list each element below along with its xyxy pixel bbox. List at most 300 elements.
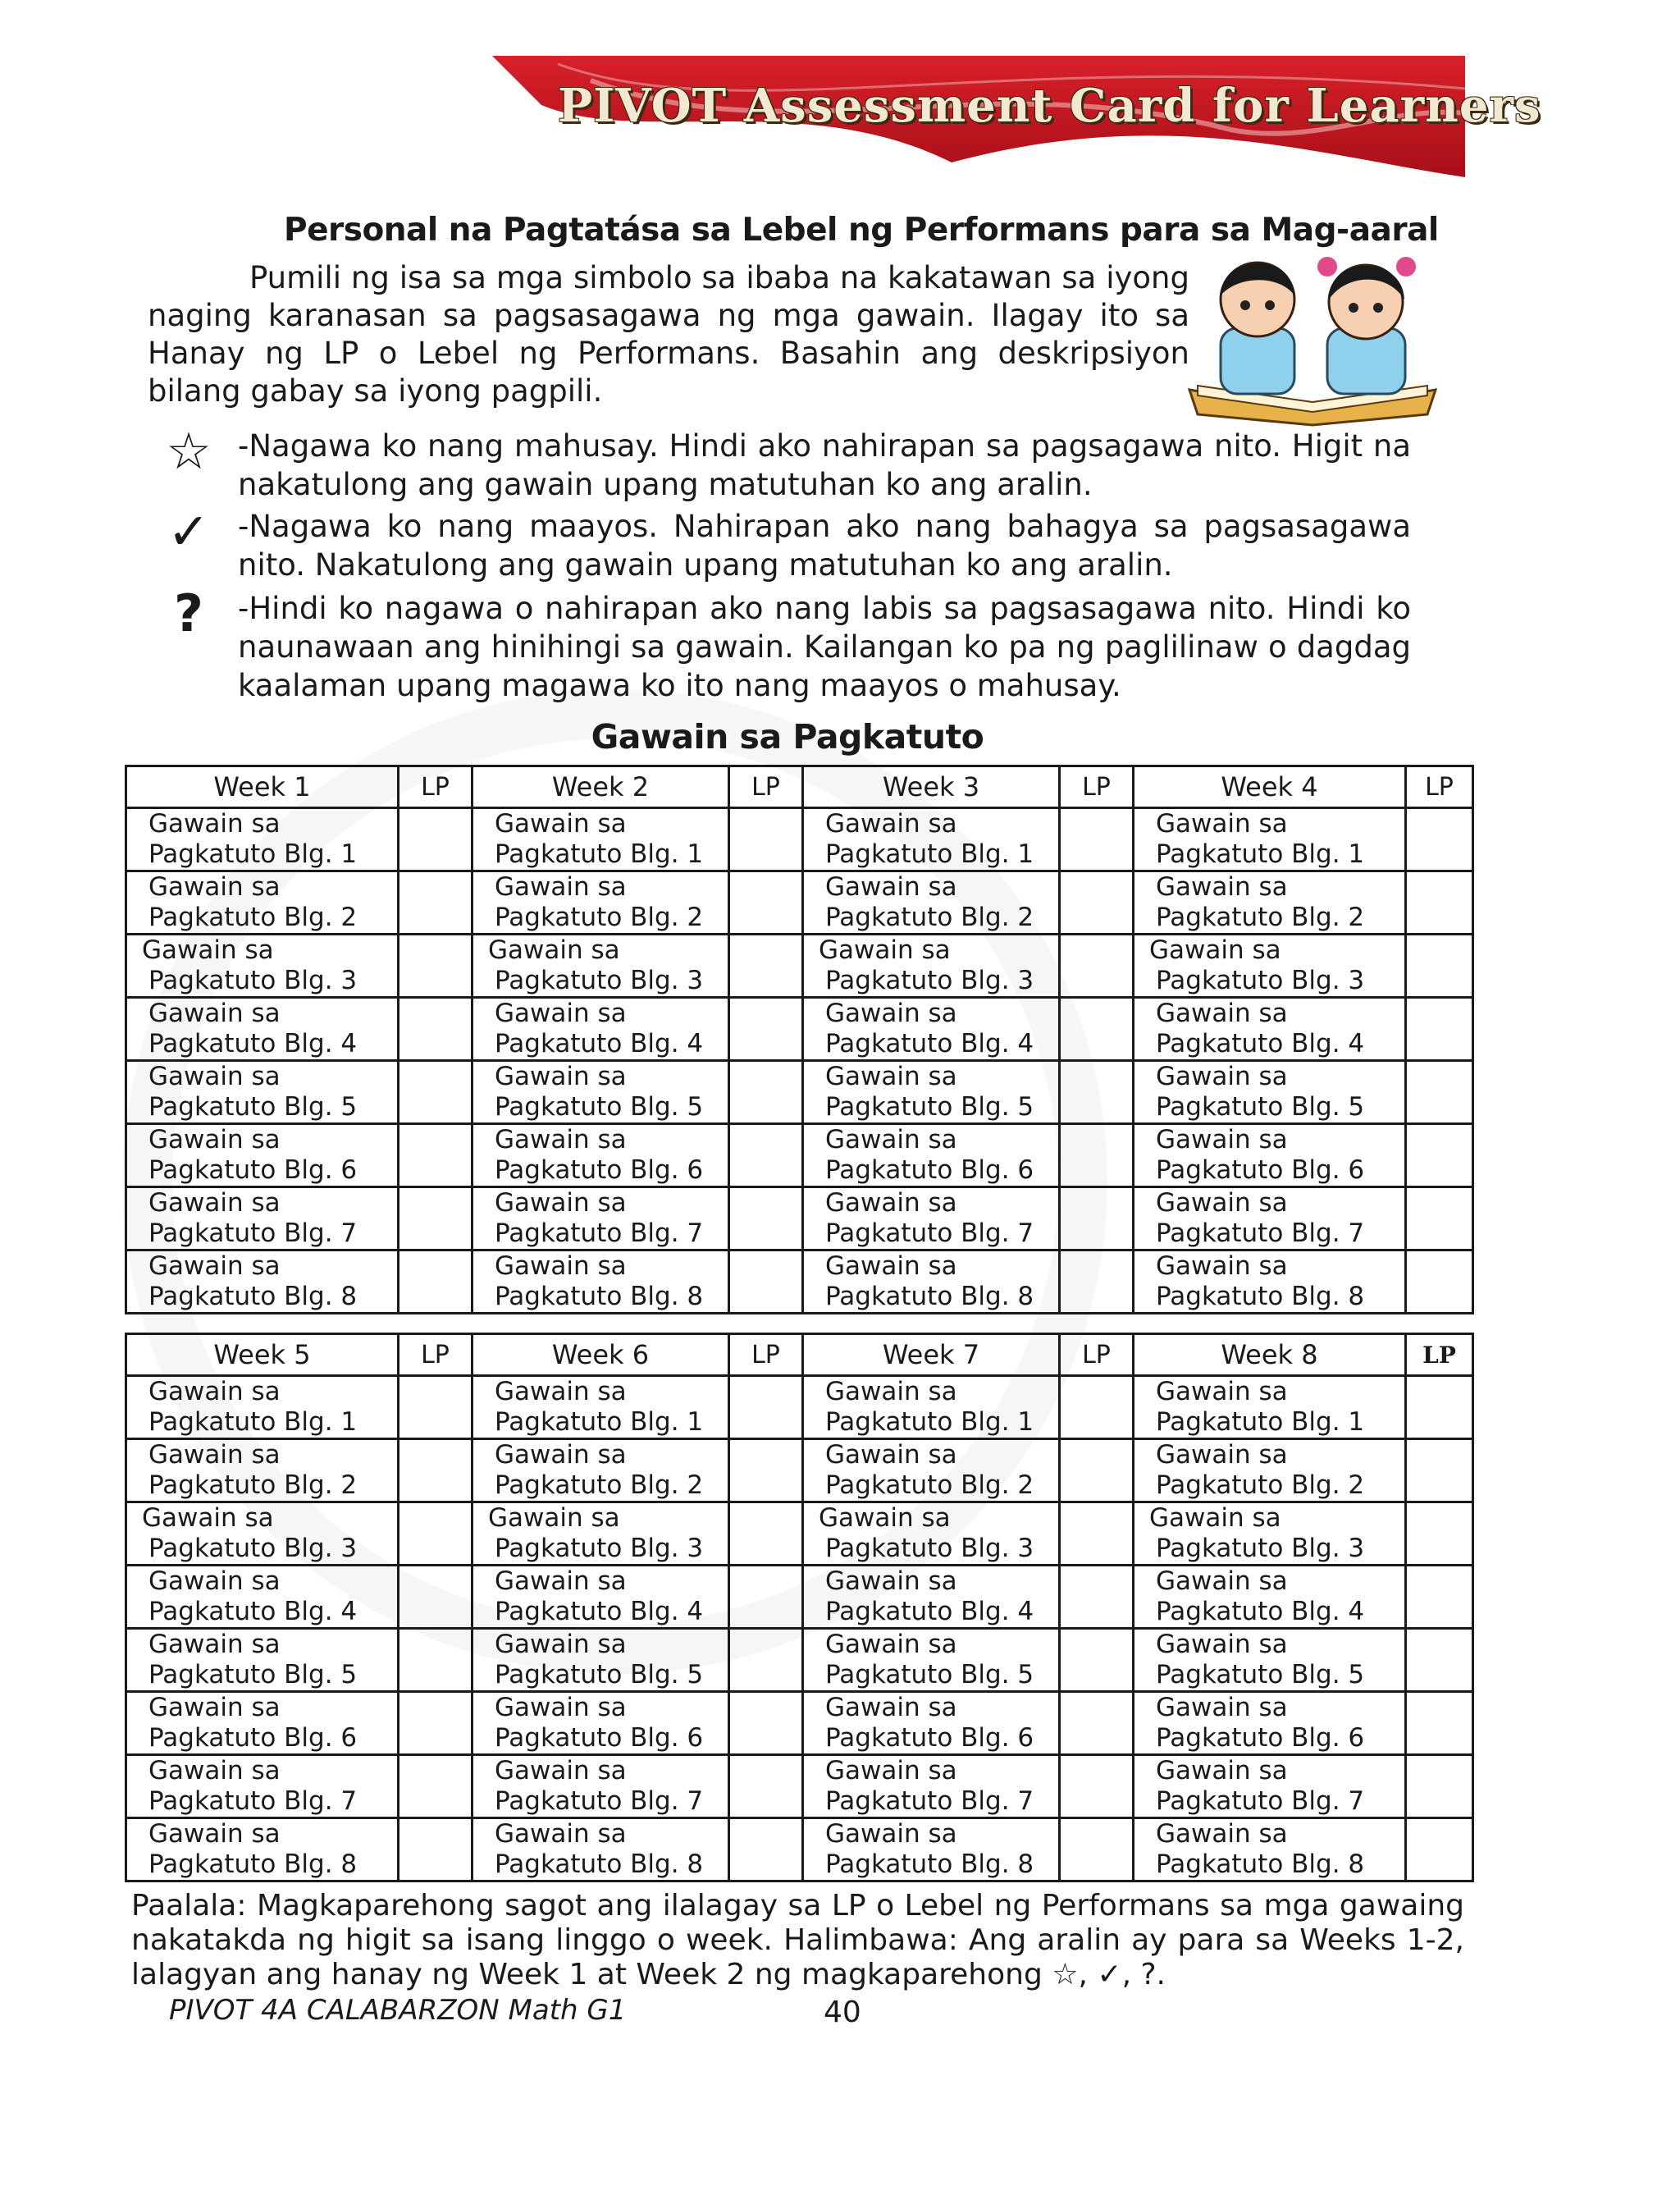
lp-header: LP: [1406, 766, 1473, 808]
lp-input-cell[interactable]: [1060, 1124, 1134, 1187]
week-header: Week 5: [126, 1334, 399, 1376]
activity-label-line2: Pagkatuto Blg. 3: [1156, 1534, 1365, 1563]
lp-header: LP: [729, 1334, 803, 1376]
activity-cell: [472, 1250, 729, 1314]
activity-cell: [126, 1566, 399, 1629]
activity-label-line1: Gawain sa: [488, 1503, 620, 1533]
activity-label-line2: Pagkatuto Blg. 7: [1156, 1786, 1365, 1816]
activity-label-line2: Pagkatuto Blg. 1: [495, 839, 704, 869]
week-header: Week 1: [126, 766, 399, 808]
activity-cell: [1134, 1439, 1406, 1502]
lp-input-cell[interactable]: [729, 1629, 803, 1692]
activity-label-line2: Pagkatuto Blg. 6: [1156, 1155, 1365, 1185]
lp-input-cell[interactable]: [729, 935, 803, 998]
lp-input-cell[interactable]: [1060, 808, 1134, 871]
activity-label-line1: Gawain sa: [148, 1188, 281, 1218]
activity-label-line1: Gawain sa: [1156, 999, 1288, 1028]
lp-input-cell[interactable]: [1406, 1439, 1473, 1502]
activity-cell: [803, 1124, 1060, 1187]
activity-label-line2: Pagkatuto Blg. 5: [495, 1660, 704, 1689]
activity-cell: [803, 808, 1060, 871]
activity-cell: [126, 1061, 399, 1124]
activity-cell: [472, 1439, 729, 1502]
activity-cell: [1134, 1818, 1406, 1881]
activity-label-line1: Gawain sa: [1156, 1251, 1288, 1281]
footer-source: PIVOT 4A CALABARZON Math G1: [169, 1994, 627, 2027]
star-icon: ☆: [166, 421, 212, 481]
lp-input-cell[interactable]: [399, 1502, 472, 1566]
lp-input-cell[interactable]: [1406, 1566, 1473, 1629]
activity-label-line2: Pagkatuto Blg. 6: [148, 1723, 358, 1753]
activity-label-line1: Gawain sa: [495, 1188, 627, 1218]
activity-label-line2: Pagkatuto Blg. 3: [148, 1534, 358, 1563]
activity-label-line2: Pagkatuto Blg. 2: [495, 903, 704, 932]
lp-input-cell[interactable]: [1060, 1061, 1134, 1124]
activity-label-line2: Pagkatuto Blg. 6: [1156, 1723, 1365, 1753]
lp-input-cell[interactable]: [1060, 1629, 1134, 1692]
activity-label-line1: Gawain sa: [148, 999, 281, 1028]
activity-cell: [1134, 1629, 1406, 1692]
activity-cell: [1134, 1566, 1406, 1629]
activity-cell: [126, 1629, 399, 1692]
activity-cell: [126, 808, 399, 871]
activity-label-line2: Pagkatuto Blg. 2: [148, 903, 358, 932]
activity-label-line2: Pagkatuto Blg. 2: [825, 903, 1034, 932]
activity-cell: [472, 1818, 729, 1881]
lp-input-cell[interactable]: [1406, 1692, 1473, 1755]
table-row: [126, 1566, 1473, 1629]
table-row: [126, 935, 1473, 998]
activity-label-line1: Gawain sa: [1156, 1440, 1288, 1470]
lp-header: LP: [399, 1334, 472, 1376]
activity-label-line1: Gawain sa: [148, 1062, 281, 1091]
activity-cell: [126, 1187, 399, 1250]
activity-label-line2: Pagkatuto Blg. 8: [495, 1849, 704, 1879]
activity-label-line1: Gawain sa: [495, 1630, 627, 1659]
activity-label-line2: Pagkatuto Blg. 5: [825, 1660, 1034, 1689]
activity-label-line2: Pagkatuto Blg. 5: [1156, 1660, 1365, 1689]
activity-label-line2: Pagkatuto Blg. 2: [1156, 1470, 1365, 1500]
lp-input-cell[interactable]: [1406, 871, 1473, 935]
activity-label-line2: Pagkatuto Blg. 3: [495, 1534, 704, 1563]
table-title: Gawain sa Pagkatuto: [591, 717, 984, 757]
banner-title: PIVOT Assessment Card for Learners: [558, 79, 1541, 133]
activity-cell: [803, 1061, 1060, 1124]
activity-label-line1: Gawain sa: [1156, 1756, 1288, 1785]
activity-cell: [126, 1439, 399, 1502]
activity-label-line2: Pagkatuto Blg. 3: [148, 966, 358, 995]
lp-header: LP: [1060, 1334, 1134, 1376]
lp-input-cell[interactable]: [729, 1376, 803, 1439]
lp-input-cell[interactable]: [729, 1187, 803, 1250]
lp-input-cell[interactable]: [1406, 1629, 1473, 1692]
activity-label-line2: Pagkatuto Blg. 2: [825, 1470, 1034, 1500]
page-heading: Personal na Pagtatása sa Lebel ng Performans para sa Mag-aaral: [284, 212, 1439, 249]
lp-input-cell[interactable]: [1406, 1061, 1473, 1124]
lp-input-cell[interactable]: [399, 871, 472, 935]
activity-cell: [472, 1692, 729, 1755]
lp-input-cell[interactable]: [729, 1124, 803, 1187]
activity-cell: [803, 1692, 1060, 1755]
activity-label-line2: Pagkatuto Blg. 8: [825, 1849, 1034, 1879]
lp-input-cell[interactable]: [729, 1250, 803, 1314]
lp-input-cell[interactable]: [399, 1566, 472, 1629]
activity-label-line2: Pagkatuto Blg. 4: [825, 1597, 1034, 1626]
activity-label-line2: Pagkatuto Blg. 5: [148, 1092, 358, 1122]
activity-label-line1: Gawain sa: [825, 872, 957, 902]
page-number: 40: [824, 1996, 861, 2029]
week-header: Week 4: [1134, 766, 1406, 808]
activity-label-line2: Pagkatuto Blg. 1: [148, 1407, 358, 1437]
lp-input-cell[interactable]: [399, 935, 472, 998]
activity-label-line1: Gawain sa: [495, 1819, 627, 1849]
activity-cell: [1134, 1755, 1406, 1818]
activity-cell: [803, 935, 1060, 998]
table-row: [126, 808, 1473, 871]
activity-label-line1: Gawain sa: [148, 1125, 281, 1154]
lp-input-cell[interactable]: [399, 1061, 472, 1124]
activity-label-line2: Pagkatuto Blg. 1: [148, 839, 358, 869]
activity-label-line1: Gawain sa: [495, 872, 627, 902]
activity-cell: [1134, 1376, 1406, 1439]
activity-label-line2: Pagkatuto Blg. 3: [495, 966, 704, 995]
table-header-row: [126, 766, 1473, 808]
table-header-row: [126, 1334, 1473, 1376]
activity-label-line1: Gawain sa: [148, 1566, 281, 1596]
activity-cell: [126, 1755, 399, 1818]
activity-label-line1: Gawain sa: [825, 809, 957, 839]
question-icon: ?: [174, 583, 203, 643]
children-reading-illustration: [1181, 238, 1444, 427]
lp-input-cell[interactable]: [1406, 998, 1473, 1061]
lp-input-cell[interactable]: [399, 1124, 472, 1187]
activity-cell: [1134, 1187, 1406, 1250]
activity-label-line1: Gawain sa: [495, 1566, 627, 1596]
activity-label-line1: Gawain sa: [1156, 1125, 1288, 1154]
table-row: [126, 1187, 1473, 1250]
lp-input-cell[interactable]: [1060, 1755, 1134, 1818]
activity-label-line1: Gawain sa: [825, 1440, 957, 1470]
lp-input-cell[interactable]: [729, 1439, 803, 1502]
activity-label-line2: Pagkatuto Blg. 6: [495, 1723, 704, 1753]
activity-label-line1: Gawain sa: [148, 1756, 281, 1785]
activity-label-line1: Gawain sa: [148, 1819, 281, 1849]
activity-cell: [803, 1629, 1060, 1692]
activity-label-line1: Gawain sa: [142, 935, 274, 965]
activity-cell: [803, 1250, 1060, 1314]
activity-label-line2: Pagkatuto Blg. 1: [1156, 1407, 1365, 1437]
lp-input-cell[interactable]: [1406, 1124, 1473, 1187]
activity-label-line1: Gawain sa: [148, 1440, 281, 1470]
activity-label-line1: Gawain sa: [825, 1756, 957, 1785]
activity-label-line2: Pagkatuto Blg. 7: [495, 1218, 704, 1248]
activity-label-line1: Gawain sa: [825, 1062, 957, 1091]
lp-input-cell[interactable]: [1406, 1818, 1473, 1881]
lp-input-cell[interactable]: [1060, 1818, 1134, 1881]
lp-input-cell[interactable]: [729, 1061, 803, 1124]
activity-cell: [803, 1187, 1060, 1250]
activity-label-line2: Pagkatuto Blg. 7: [825, 1786, 1034, 1816]
activity-cell: [126, 871, 399, 935]
activity-label-line1: Gawain sa: [495, 1062, 627, 1091]
lp-input-cell[interactable]: [399, 1692, 472, 1755]
activity-label-line1: Gawain sa: [1156, 1819, 1288, 1849]
activity-label-line1: Gawain sa: [819, 1503, 951, 1533]
activity-label-line1: Gawain sa: [495, 1756, 627, 1785]
lp-input-cell[interactable]: [1406, 1187, 1473, 1250]
table-row: [126, 998, 1473, 1061]
activity-label-line2: Pagkatuto Blg. 1: [825, 1407, 1034, 1437]
activity-label-line1: Gawain sa: [495, 999, 627, 1028]
activity-cell: [472, 1187, 729, 1250]
activity-cell: [126, 935, 399, 998]
activity-label-line2: Pagkatuto Blg. 8: [148, 1849, 358, 1879]
symbol-description: -Nagawa ko nang maayos. Nahirapan ako nang bahagya sa pagsasagawa nito. Nakatulong ang gawain upang matutuhan ko ang aralin.: [238, 509, 1411, 583]
activity-label-line1: Gawain sa: [1156, 1062, 1288, 1091]
lp-input-cell[interactable]: [1060, 1187, 1134, 1250]
lp-header: LP: [729, 766, 803, 808]
activity-label-line1: Gawain sa: [1156, 1566, 1288, 1596]
assessment-table-weeks-1-4: [125, 765, 1474, 1314]
activity-label-line1: Gawain sa: [495, 1251, 627, 1281]
lp-input-cell[interactable]: [399, 1187, 472, 1250]
activity-label-line2: Pagkatuto Blg. 3: [1156, 966, 1365, 995]
lp-input-cell[interactable]: [1406, 1376, 1473, 1439]
activity-label-line1: Gawain sa: [1156, 1693, 1288, 1722]
activity-label-line2: Pagkatuto Blg. 6: [495, 1155, 704, 1185]
activity-label-line1: Gawain sa: [495, 1125, 627, 1154]
activity-label-line1: Gawain sa: [819, 935, 951, 965]
activity-cell: [803, 1502, 1060, 1566]
activity-cell: [803, 1818, 1060, 1881]
table-row: [126, 1439, 1473, 1502]
activity-label-line2: Pagkatuto Blg. 8: [1156, 1849, 1365, 1879]
activity-cell: [1134, 1124, 1406, 1187]
activity-cell: [126, 1376, 399, 1439]
lp-input-cell[interactable]: [729, 1566, 803, 1629]
activity-label-line2: Pagkatuto Blg. 1: [495, 1407, 704, 1437]
week-header: Week 6: [472, 1334, 729, 1376]
lp-input-cell[interactable]: [399, 1376, 472, 1439]
lp-input-cell[interactable]: [399, 998, 472, 1061]
activity-label-line1: Gawain sa: [1156, 809, 1288, 839]
activity-cell: [803, 1439, 1060, 1502]
activity-label-line2: Pagkatuto Blg. 6: [825, 1723, 1034, 1753]
activity-label-line1: Gawain sa: [825, 999, 957, 1028]
lp-input-cell[interactable]: [399, 1755, 472, 1818]
lp-input-cell[interactable]: [1060, 871, 1134, 935]
lp-input-cell[interactable]: [1406, 1502, 1473, 1566]
activity-label-line1: Gawain sa: [148, 1693, 281, 1722]
activity-cell: [126, 998, 399, 1061]
table-row: [126, 1250, 1473, 1314]
activity-label-line2: Pagkatuto Blg. 4: [825, 1029, 1034, 1058]
lp-input-cell[interactable]: [1060, 998, 1134, 1061]
intro-paragraph: [148, 259, 1189, 410]
activity-cell: [472, 871, 729, 935]
activity-label-line1: Gawain sa: [1156, 1188, 1288, 1218]
activity-label-line1: Gawain sa: [495, 809, 627, 839]
activity-label-line1: Gawain sa: [1149, 935, 1281, 965]
lp-input-cell[interactable]: [729, 1755, 803, 1818]
symbol-description: -Hindi ko nagawa o nahirapan ako nang labis sa pagsasagawa nito. Hindi ko naunawaan ang hinihingi sa gawain. Kailangan ko pa ng paglilinaw o dagdag kaalaman upang magawa ko ito nang maayos o mahusay.: [238, 591, 1411, 703]
activity-cell: [1134, 808, 1406, 871]
activity-cell: [803, 998, 1060, 1061]
activity-label-line2: Pagkatuto Blg. 6: [825, 1155, 1034, 1185]
activity-label-line2: Pagkatuto Blg. 4: [495, 1029, 704, 1058]
lp-header: LP: [399, 766, 472, 808]
activity-label-line1: Gawain sa: [825, 1188, 957, 1218]
activity-label-line2: Pagkatuto Blg. 3: [825, 966, 1034, 995]
lp-input-cell[interactable]: [1060, 1692, 1134, 1755]
lp-input-cell[interactable]: [1060, 1376, 1134, 1439]
activity-cell: [1134, 935, 1406, 998]
activity-label-line1: Gawain sa: [1156, 1377, 1288, 1406]
activity-cell: [472, 1566, 729, 1629]
activity-cell: [1134, 1061, 1406, 1124]
activity-label-line2: Pagkatuto Blg. 7: [495, 1786, 704, 1816]
activity-label-line1: Gawain sa: [488, 935, 620, 965]
activity-label-line1: Gawain sa: [495, 1377, 627, 1406]
activity-label-line1: Gawain sa: [825, 1251, 957, 1281]
activity-cell: [126, 1502, 399, 1566]
activity-label-line2: Pagkatuto Blg. 4: [148, 1029, 358, 1058]
activity-label-line2: Pagkatuto Blg. 8: [1156, 1282, 1365, 1311]
activity-label-line1: Gawain sa: [825, 1125, 957, 1154]
table-row: [126, 1629, 1473, 1692]
week-header: Week 3: [803, 766, 1060, 808]
activity-label-line1: Gawain sa: [142, 1503, 274, 1533]
lp-input-cell[interactable]: [729, 998, 803, 1061]
activity-label-line1: Gawain sa: [495, 1693, 627, 1722]
table-row: [126, 1755, 1473, 1818]
lp-input-cell[interactable]: [1060, 1250, 1134, 1314]
lp-header: LP: [1406, 1334, 1473, 1376]
lp-input-cell[interactable]: [1060, 935, 1134, 998]
activity-label-line2: Pagkatuto Blg. 2: [1156, 903, 1365, 932]
lp-input-cell[interactable]: [1406, 1250, 1473, 1314]
activity-cell: [126, 1250, 399, 1314]
activity-label-line1: Gawain sa: [825, 1377, 957, 1406]
lp-input-cell[interactable]: [399, 808, 472, 871]
table-row: [126, 871, 1473, 935]
activity-label-line1: Gawain sa: [148, 1377, 281, 1406]
lp-input-cell[interactable]: [729, 1818, 803, 1881]
activity-label-line2: Pagkatuto Blg. 5: [825, 1092, 1034, 1122]
activity-label-line1: Gawain sa: [148, 1630, 281, 1659]
activity-cell: [472, 1124, 729, 1187]
activity-label-line2: Pagkatuto Blg. 7: [148, 1218, 358, 1248]
lp-input-cell[interactable]: [1060, 1566, 1134, 1629]
activity-cell: [803, 1566, 1060, 1629]
table-row: [126, 1692, 1473, 1755]
activity-label-line2: Pagkatuto Blg. 8: [148, 1282, 358, 1311]
activity-cell: [1134, 998, 1406, 1061]
lp-input-cell[interactable]: [1060, 1439, 1134, 1502]
activity-label-line1: Gawain sa: [148, 809, 281, 839]
activity-label-line2: Pagkatuto Blg. 6: [148, 1155, 358, 1185]
activity-cell: [472, 808, 729, 871]
activity-label-line2: Pagkatuto Blg. 5: [148, 1660, 358, 1689]
activity-label-line1: Gawain sa: [148, 872, 281, 902]
assessment-table-weeks-5-8: [125, 1333, 1474, 1882]
activity-label-line2: Pagkatuto Blg. 4: [148, 1597, 358, 1626]
activity-label-line2: Pagkatuto Blg. 8: [495, 1282, 704, 1311]
activity-label-line2: Pagkatuto Blg. 4: [1156, 1029, 1365, 1058]
week-header: Week 7: [803, 1334, 1060, 1376]
activity-cell: [1134, 871, 1406, 935]
lp-input-cell[interactable]: [1406, 808, 1473, 871]
activity-label-line1: Gawain sa: [825, 1566, 957, 1596]
table-row: [126, 1818, 1473, 1881]
activity-cell: [1134, 1250, 1406, 1314]
activity-cell: [472, 998, 729, 1061]
table-row: [126, 1061, 1473, 1124]
activity-cell: [472, 935, 729, 998]
lp-input-cell[interactable]: [729, 1692, 803, 1755]
activity-cell: [1134, 1692, 1406, 1755]
check-icon: ✓: [167, 501, 210, 561]
symbol-description: -Nagawa ko nang mahusay. Hindi ako nahirapan sa pagsagawa nito. Higit na nakatulong ang gawain upang matutuhan ko ang aralin.: [238, 428, 1411, 502]
lp-input-cell[interactable]: [399, 1818, 472, 1881]
activity-cell: [803, 1376, 1060, 1439]
activity-label-line1: Gawain sa: [825, 1693, 957, 1722]
lp-input-cell[interactable]: [399, 1250, 472, 1314]
lp-input-cell[interactable]: [1406, 1755, 1473, 1818]
activity-label-line2: Pagkatuto Blg. 5: [495, 1092, 704, 1122]
activity-label-line2: Pagkatuto Blg. 4: [495, 1597, 704, 1626]
table-row: [126, 1502, 1473, 1566]
activity-cell: [126, 1124, 399, 1187]
lp-input-cell[interactable]: [1060, 1502, 1134, 1566]
activity-label-line1: Gawain sa: [1149, 1503, 1281, 1533]
activity-cell: [472, 1376, 729, 1439]
activity-label-line2: Pagkatuto Blg. 7: [825, 1218, 1034, 1248]
activity-label-line1: Gawain sa: [1156, 872, 1288, 902]
activity-label-line1: Gawain sa: [148, 1251, 281, 1281]
lp-input-cell[interactable]: [729, 871, 803, 935]
table-row: [126, 1376, 1473, 1439]
activity-label-line1: Gawain sa: [825, 1819, 957, 1849]
lp-input-cell[interactable]: [1406, 935, 1473, 998]
activity-label-line2: Pagkatuto Blg. 7: [148, 1786, 358, 1816]
activity-label-line2: Pagkatuto Blg. 1: [1156, 839, 1365, 869]
activity-label-line1: Gawain sa: [825, 1630, 957, 1659]
lp-input-cell[interactable]: [729, 808, 803, 871]
activity-label-line2: Pagkatuto Blg. 2: [495, 1470, 704, 1500]
activity-label-line2: Pagkatuto Blg. 5: [1156, 1092, 1365, 1122]
activity-label-line2: Pagkatuto Blg. 8: [825, 1282, 1034, 1311]
lp-input-cell[interactable]: [399, 1439, 472, 1502]
week-header: Week 2: [472, 766, 729, 808]
table-row: [126, 1124, 1473, 1187]
activity-label-line1: Gawain sa: [1156, 1630, 1288, 1659]
activity-label-line1: Gawain sa: [495, 1440, 627, 1470]
activity-label-line2: Pagkatuto Blg. 3: [825, 1534, 1034, 1563]
lp-input-cell[interactable]: [399, 1629, 472, 1692]
reminder-note: Paalala: Magkaparehong sagot ang ilalagay sa LP o Lebel ng Performans sa mga gawaing nakatakda ng higit sa isang linggo o week. Halimbawa: Ang aralin ay para sa Weeks 1-2, lalagyan ang hanay ng Week 1 at Week 2 ng magkaparehong ☆, ✓, ?.: [131, 1889, 1464, 1991]
intro-text: Pumili ng isa sa mga simbolo sa ibaba na kakatawan sa iyong naging karanasan sa pagsasagawa ng mga gawain. Ilagay ito sa Hanay ng LP o Lebel ng Performans. Basahin ang deskripsiyon bilang gabay sa iyong pagpili.: [148, 260, 1189, 409]
activity-cell: [1134, 1502, 1406, 1566]
week-header: Week 8: [1134, 1334, 1406, 1376]
activity-label-line2: Pagkatuto Blg. 7: [1156, 1218, 1365, 1248]
activity-cell: [126, 1692, 399, 1755]
activity-cell: [803, 1755, 1060, 1818]
activity-cell: [472, 1502, 729, 1566]
activity-cell: [472, 1629, 729, 1692]
activity-label-line2: Pagkatuto Blg. 2: [148, 1470, 358, 1500]
lp-input-cell[interactable]: [729, 1502, 803, 1566]
